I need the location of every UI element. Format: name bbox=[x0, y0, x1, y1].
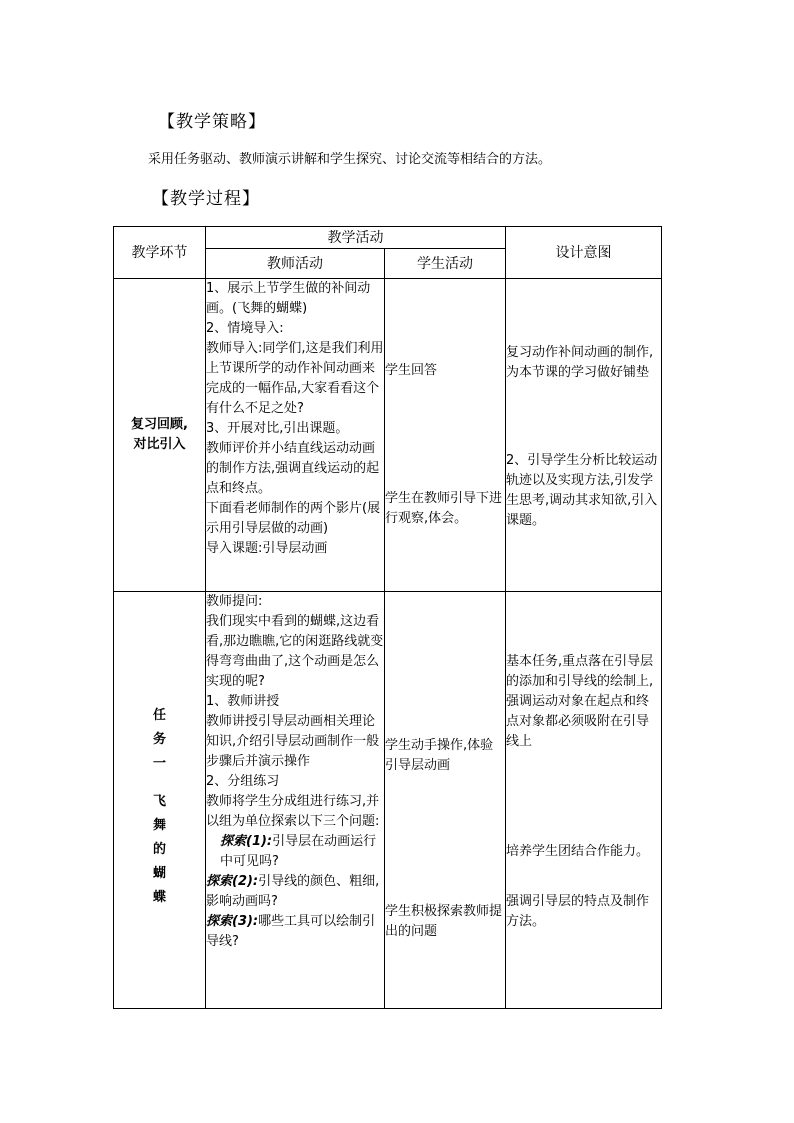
teacher-text: 教师提问: bbox=[206, 594, 263, 609]
stage-review bbox=[114, 279, 206, 592]
header-intent: 设计意图 bbox=[506, 227, 662, 279]
teacher-text: 教师讲授引导层动画相关理论知识,介绍引导层动画制作一般步骤后并演示操作 bbox=[206, 714, 380, 769]
student-text: 学生回答 bbox=[385, 363, 438, 378]
stage-task-one bbox=[114, 592, 206, 1009]
teacher-text: 3、开展对比,引出课题。 bbox=[206, 421, 349, 436]
teacher-activity-review bbox=[206, 279, 385, 592]
stage-char: 务 bbox=[152, 732, 166, 747]
strategy-text: 采用任务驱动、教师演示讲解和学生探究、讨论交流等相结合的方法。 bbox=[148, 152, 552, 167]
intent-task bbox=[506, 592, 662, 1009]
teacher-activity-task bbox=[206, 592, 385, 1009]
explore-item bbox=[206, 832, 384, 872]
student-text: 学生动手操作,体验引导层动画 bbox=[385, 738, 494, 773]
student-activity-task bbox=[385, 592, 506, 1009]
explore-item bbox=[206, 872, 384, 912]
explore-label: 探索(1): bbox=[220, 834, 273, 849]
intent-text: 2、引导学生分析比较运动轨迹以及实现方法,引发学生思考,调动其求知欲,引入课题。 bbox=[506, 453, 658, 528]
header-stage: 教学环节 bbox=[114, 227, 206, 279]
stage-char: 一 bbox=[152, 756, 166, 771]
teacher-text: 教师导入:同学们,这是我们利用上节课所学的动作补间动画来完成的一幅作品,大家看看这个有什么不足之处? bbox=[206, 341, 384, 416]
intent-review bbox=[506, 279, 662, 592]
student-text: 学生在教师引导下进行观察,体会。 bbox=[385, 491, 503, 526]
stage-char: 蝴 bbox=[152, 866, 166, 881]
explore-text: 引导层在动画运行中可见吗? bbox=[220, 834, 377, 869]
teacher-text: 导入课题:引导层动画 bbox=[206, 541, 328, 556]
explore-text: 引导线的颜色、粗细,影响动画吗? bbox=[206, 874, 380, 909]
teacher-text: 教师评价并小结直线运动动画的制作方法,强调直线运动的起点和终点。 bbox=[206, 441, 380, 496]
student-text: 学生积极探索教师提出的问题 bbox=[385, 904, 503, 939]
teacher-text: 1、教师讲授 bbox=[206, 694, 280, 709]
intent-text: 培养学生团结合作能力。 bbox=[506, 844, 650, 859]
strategy-heading: 【教学策略】 bbox=[158, 112, 266, 132]
header-teacher: 教师活动 bbox=[206, 249, 385, 279]
teacher-text: 2、分组练习 bbox=[206, 774, 280, 789]
header-student: 学生活动 bbox=[385, 249, 506, 279]
stage-review-line2: 对比引入 bbox=[133, 437, 186, 452]
intent-text: 强调引导层的特点及制作方法。 bbox=[506, 894, 650, 929]
stage-char: 飞 bbox=[152, 794, 166, 809]
explore-label: 探索(2): bbox=[206, 874, 259, 889]
teacher-text: 2、情境导入: bbox=[206, 321, 284, 336]
explore-label: 探索(3): bbox=[206, 914, 259, 929]
stage-char: 舞 bbox=[152, 818, 166, 833]
intent-text: 复习动作补间动画的制作,为本节课的学习做好铺垫 bbox=[506, 345, 654, 380]
stage-char: 的 bbox=[152, 842, 166, 857]
explore-text: 哪些工具可以绘制引导线? bbox=[206, 914, 376, 949]
teacher-text: 下面看老师制作的两个影片(展示用引导层做的动画) bbox=[206, 501, 381, 536]
stage-char: 任 bbox=[152, 708, 166, 723]
stage-review-line1: 复习回顾, bbox=[131, 417, 188, 432]
teacher-text: 我们现实中看到的蝴蝶,这边看看,那边瞧瞧,它的闲逛路线就变得弯弯曲曲了,这个动画是怎么实现的呢? bbox=[206, 614, 384, 689]
student-activity-review bbox=[385, 279, 506, 592]
stage-char: 蝶 bbox=[152, 890, 166, 905]
process-heading: 【教学过程】 bbox=[152, 189, 260, 209]
teacher-text: 1、展示上节学生做的补间动画。(飞舞的蝴蝶) bbox=[206, 281, 371, 316]
lesson-process-table bbox=[113, 226, 662, 1009]
explore-item bbox=[206, 912, 384, 952]
header-activities: 教学活动 bbox=[206, 227, 506, 249]
teacher-text: 教师将学生分成组进行练习,并以组为单位探索以下三个问题: bbox=[206, 794, 380, 829]
intent-text: 基本任务,重点落在引导层的添加和引导线的绘制上,强调运动对象在起点和终点对象都必须吸附在引导线上 bbox=[506, 654, 654, 749]
